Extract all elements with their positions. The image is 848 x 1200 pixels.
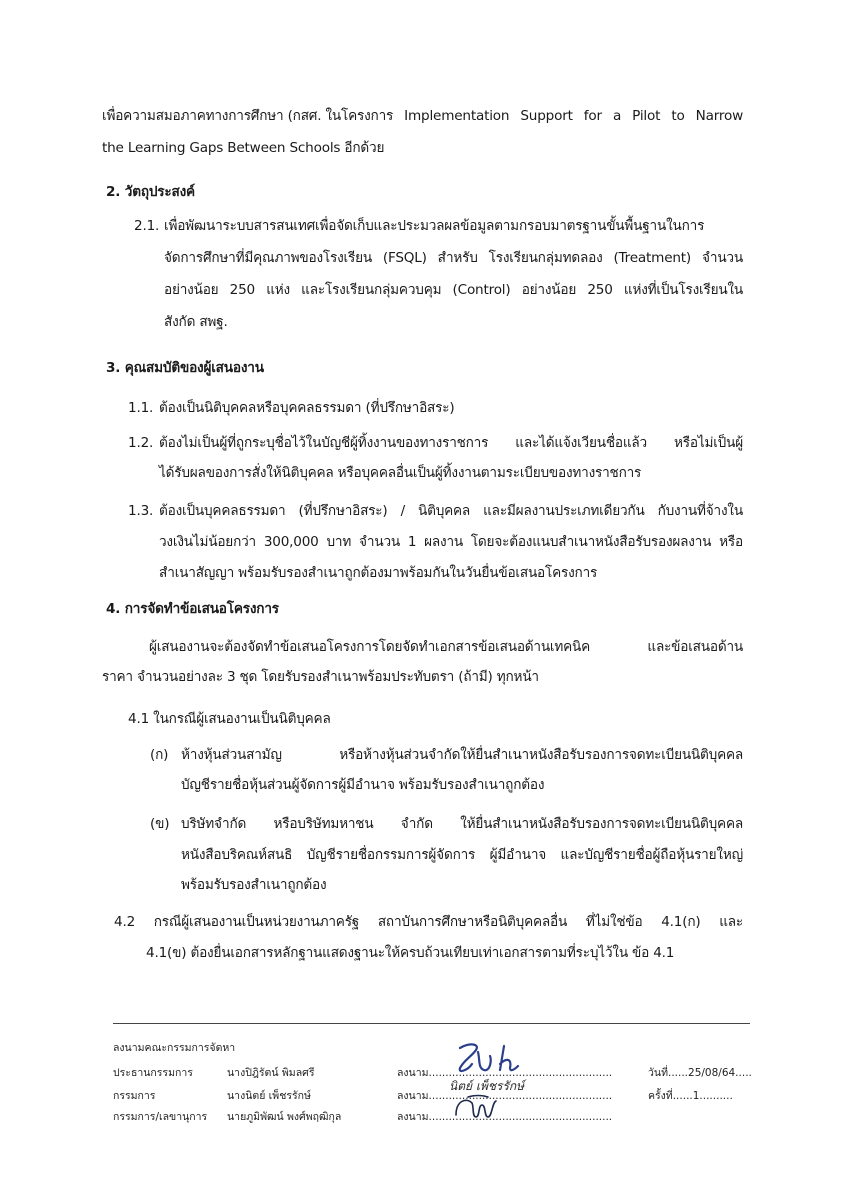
footer-divider <box>113 1023 750 1024</box>
section-3-heading: 3. คุณสมบัติของผู้เสนองาน <box>106 360 264 376</box>
item-4-1-a-line-2: บัญชีรายชื่อหุ้นส่วนผู้จัดการผู้มีอำนาจ พร้อมรับรองสำเนาถูกต้อง <box>181 777 545 793</box>
item-3-3-line-3: สำเนาสัญญา พร้อมรับรองสำเนาถูกต้องมาพร้อมกันในวันยื่นข้อเสนอโครงการ <box>159 565 598 581</box>
section-4-paragraph-line-1: ผู้เสนองานจะต้องจัดทำข้อเสนอโครงการโดยจัดทำเอกสารข้อเสนอด้านเทคนิค และข้อเสนอด้าน <box>149 639 743 655</box>
member-handwritten-name: นิตย์ เพ็ชรรักษ์ <box>449 1079 525 1093</box>
item-3-3-number: 1.3. <box>128 503 154 519</box>
item-4-2-line-2: 4.1(ข) ต้องยื่นเอกสารหลักฐานแสดงฐานะให้ครบถ้วนเทียบเท่าเอกสารตามที่ระบุไว้ใน ข้อ 4.1 <box>146 945 675 961</box>
item-3-3-line-2: วงเงินไม่น้อยกว่า 300,000 บาท จำนวน 1 ผลงาน โดยจะต้องแนบสำเนาหนังสือรับรองผลงาน หรือ <box>159 534 743 550</box>
chair-signature <box>450 1040 540 1080</box>
item-3-1-line-1: ต้องเป็นนิติบุคคลหรือบุคคลธรรมดา (ที่ปรึกษาอิสระ) <box>159 400 455 416</box>
item-2-1-line-1: เพื่อพัฒนาระบบสารสนเทศเพื่อจัดเก็บและประมวลผลข้อมูลตามกรอบมาตรฐานขั้นพื้นฐานในการ <box>164 218 705 234</box>
section-4-paragraph-line-2: ราคา จำนวนอย่างละ 3 ชุด โดยรับรองสำเนาพร้อมประทับตรา (ถ้ามี) ทุกหน้า <box>102 669 539 685</box>
secretary-signature <box>452 1093 512 1123</box>
item-3-2-number: 1.2. <box>128 435 154 451</box>
date-field: วันที่......25/08/64..... <box>648 1067 752 1079</box>
secretary-name: นายภูมิพัฒน์ พงศ์พฤฒิกุล <box>227 1111 342 1123</box>
item-4-1-b-line-2: หนังสือบริคณห์สนธิ บัญชีรายชื่อกรรมการผู้จัดการ ผู้มีอำนาจ และบัญชีรายชื่อผู้ถือหุ้นรายใหญ่ <box>181 847 743 863</box>
item-4-1-b-line-1: บริษัทจำกัด หรือบริษัทมหาชน จำกัด ให้ยื่นสำเนาหนังสือรับรองการจดทะเบียนนิติบุคคล <box>181 816 743 832</box>
item-2-1-number: 2.1. <box>134 218 160 234</box>
intro-line-1: เพื่อความสมอภาคทางการศึกษา (กสศ. ในโครงการ Implementation Support for a Pilot to Narrow <box>102 108 743 124</box>
item-4-1-b-line-3: พร้อมรับรองสำเนาถูกต้อง <box>181 877 327 893</box>
item-2-1-line-2: จัดการศึกษาที่มีคุณภาพของโรงเรียน (FSQL) สำหรับ โรงเรียนกลุ่มทดลอง (Treatment) จำนวน <box>164 250 743 266</box>
item-4-1-b-label: (ข) <box>150 816 170 832</box>
item-4-1-a-line-1: ห้างหุ้นส่วนสามัญ หรือห้างหุ้นส่วนจำกัดให้ยื่นสำเนาหนังสือรับรองการจดทะเบียนนิติบุคคล <box>181 747 743 763</box>
section-4-heading: 4. การจัดทำข้อเสนอโครงการ <box>106 601 279 617</box>
member-role: กรรมการ <box>113 1090 156 1102</box>
item-3-2-line-1: ต้องไม่เป็นผู้ที่ถูกระบุชื่อไว้ในบัญชีผู้ทิ้งงานของทางราชการ และได้แจ้งเวียนชื่อแล้ว หรือไม่เป็นผู้ <box>159 435 743 451</box>
item-2-1-line-4: สังกัด สพฐ. <box>164 314 228 330</box>
item-3-3-line-1: ต้องเป็นบุคคลธรรมดา (ที่ปรึกษาอิสระ) / นิติบุคคล และมีผลงานประเภทเดียวกัน กับงานที่จ้างใน <box>159 503 743 519</box>
secretary-role: กรรมการ/เลขานุการ <box>113 1111 208 1123</box>
member-name: นางนิตย์ เพ็ชรรักษ์ <box>227 1090 311 1102</box>
secretary-sign-line: ลงนาม....................................................... <box>397 1111 613 1123</box>
section-2-heading: 2. วัตถุประสงค์ <box>106 184 195 200</box>
item-4-1-a-label: (ก) <box>150 747 169 763</box>
committee-title: ลงนามคณะกรรมการจัดหา <box>113 1042 236 1054</box>
item-4-2-line-1: 4.2 กรณีผู้เสนองานเป็นหน่วยงานภาครัฐ สถาบันการศึกษาหรือนิติบุคคลอื่น ที่ไม่ใช่ข้อ 4.1(ก) และ <box>114 914 743 930</box>
chair-name: นางปิฎิรัตน์ พิมลศรี <box>227 1067 315 1079</box>
chair-sign-line: ลงนาม....................................................... <box>397 1067 613 1079</box>
item-4-1-heading: 4.1 ในกรณีผู้เสนองานเป็นนิติบุคคล <box>128 711 331 727</box>
member-sign-line: ลงนาม....................................................... <box>397 1090 613 1102</box>
item-3-1-number: 1.1. <box>128 400 154 416</box>
round-field: ครั้งที่......1.......... <box>648 1090 733 1102</box>
item-3-2-line-2: ได้รับผลของการสั่งให้นิติบุคคล หรือบุคคลอื่นเป็นผู้ทิ้งงานตามระเบียบของทางราชการ <box>159 465 642 481</box>
item-2-1-line-3: อย่างน้อย 250 แห่ง และโรงเรียนกลุ่มควบคุม (Control) อย่างน้อย 250 แห่งที่เป็นโรงเรียนใน <box>164 282 743 298</box>
chair-role: ประธานกรรมการ <box>113 1067 193 1079</box>
intro-line-2: the Learning Gaps Between Schools อีกด้วย <box>102 140 385 156</box>
